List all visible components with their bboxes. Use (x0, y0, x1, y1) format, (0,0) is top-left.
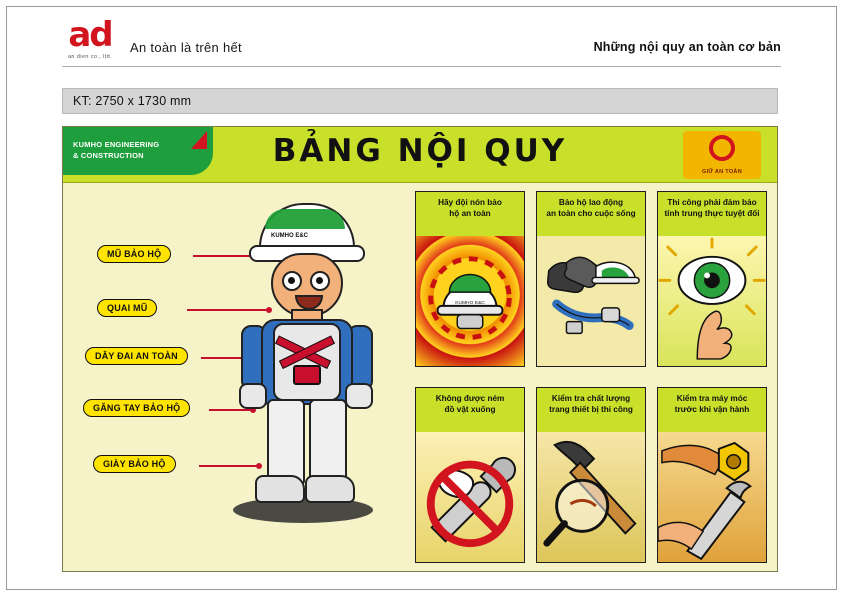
mascot-diagram (69, 187, 399, 567)
rule-card-6-line1: Kiểm tra máy móc (676, 394, 748, 403)
logo-subtitle: an dien co., ltd. (67, 54, 113, 60)
poster-title: BẢNG NỘI QUY (272, 133, 568, 169)
eye-hand-icon (658, 236, 766, 366)
rule-card-1-line1: Hãy đội nón bảo (438, 198, 502, 207)
rule-card-5-art (537, 432, 645, 562)
rule-card-2 (536, 191, 646, 367)
rule-card-4-line1: Không được ném (435, 394, 505, 403)
svg-text:KUMHO E&C: KUMHO E&C (455, 300, 485, 306)
rule-card-4-line2: đồ vật xuống (444, 405, 496, 414)
kumho-line-1: KUMHO ENGINEERING (73, 140, 160, 149)
rule-card-2-line1: Bảo hộ lao động (558, 198, 624, 207)
mascot-boot-left (255, 475, 305, 503)
rule-card-2-art (537, 236, 645, 366)
wrench-bolt-hands-icon (658, 432, 766, 562)
logo-mark-text: ad (68, 15, 112, 55)
document-header (62, 15, 781, 66)
mascot-mouth (295, 295, 323, 310)
mascot-harness-buckle (293, 365, 321, 385)
rule-card-6-art (658, 432, 766, 562)
safety-seal-badge (683, 131, 761, 179)
rule-card-5-line1: Kiểm tra chất lượng (551, 394, 631, 403)
hammer-magnifier-icon (537, 432, 645, 562)
callout-chin-strap: QUAI MŨ (97, 299, 157, 317)
rule-card-3-caption (658, 192, 766, 236)
helmet-rays-icon (416, 236, 524, 366)
rule-card-5 (536, 387, 646, 563)
no-throwing-tools-icon (416, 432, 524, 562)
dimension-bar (62, 88, 778, 114)
rule-card-1 (415, 191, 525, 367)
callout-gloves: GĂNG TAY BẢO HỘ (83, 399, 190, 417)
mascot-eye-right (310, 271, 330, 291)
poster-artboard (62, 126, 778, 572)
mascot-face (271, 253, 343, 317)
seal-label: GIỮ AN TOÀN (702, 169, 742, 175)
kumho-line-2: & CONSTRUCTION (73, 151, 144, 160)
rule-card-3-line1: Thi công phải đảm bảo (667, 198, 757, 207)
helmet-brand-text: KUMHO E&C (271, 233, 308, 239)
rule-card-6-caption (658, 388, 766, 432)
rule-card-3 (657, 191, 767, 367)
mascot-leg-right (309, 399, 347, 485)
rule-card-2-caption (537, 192, 645, 236)
rule-card-6-line2: trước khi vận hành (674, 405, 750, 414)
rule-card-2-line2: an toàn cho cuộc sống (546, 209, 636, 218)
poster-header-band (63, 127, 777, 183)
rule-card-6 (657, 387, 767, 563)
callout-safety-shoes: GIÀY BẢO HỘ (93, 455, 176, 473)
rule-card-5-caption (537, 388, 645, 432)
company-logo (62, 15, 118, 60)
rule-card-4-art (416, 432, 524, 562)
seal-ring-icon (709, 135, 735, 161)
mascot-eye-left (282, 271, 302, 291)
mascot-helmet-stripe (265, 209, 345, 229)
header-document-title: Những nội quy an toàn cơ bản (593, 40, 781, 54)
rule-card-5-line2: trang thiết bị thi công (549, 405, 633, 414)
header-divider (62, 66, 781, 67)
callout-safety-harness: DÂY ĐAI AN TOÀN (85, 347, 188, 365)
rule-card-1-caption (416, 192, 524, 236)
rule-card-4 (415, 387, 525, 563)
mascot-glove-right (345, 383, 373, 409)
rule-card-grid (415, 191, 767, 563)
mascot-leg-left (267, 399, 305, 485)
worker-mascot (219, 197, 389, 557)
callout-helmet: MŨ BẢO HỘ (97, 245, 171, 263)
dimension-label: KT: 2750 x 1730 mm (73, 94, 192, 108)
rule-card-4-caption (416, 388, 524, 432)
rule-card-3-line2: tính trung thực tuyệt đối (664, 209, 760, 218)
boots-helmet-harness-icon (537, 236, 645, 366)
rule-card-1-art (416, 236, 524, 366)
mascot-boot-right (305, 475, 355, 503)
header-slogan: An toàn là trên hết (130, 40, 242, 55)
rule-card-1-line2: hộ an toàn (449, 209, 491, 218)
mascot-glove-left (239, 383, 267, 409)
rule-card-3-art (658, 236, 766, 366)
